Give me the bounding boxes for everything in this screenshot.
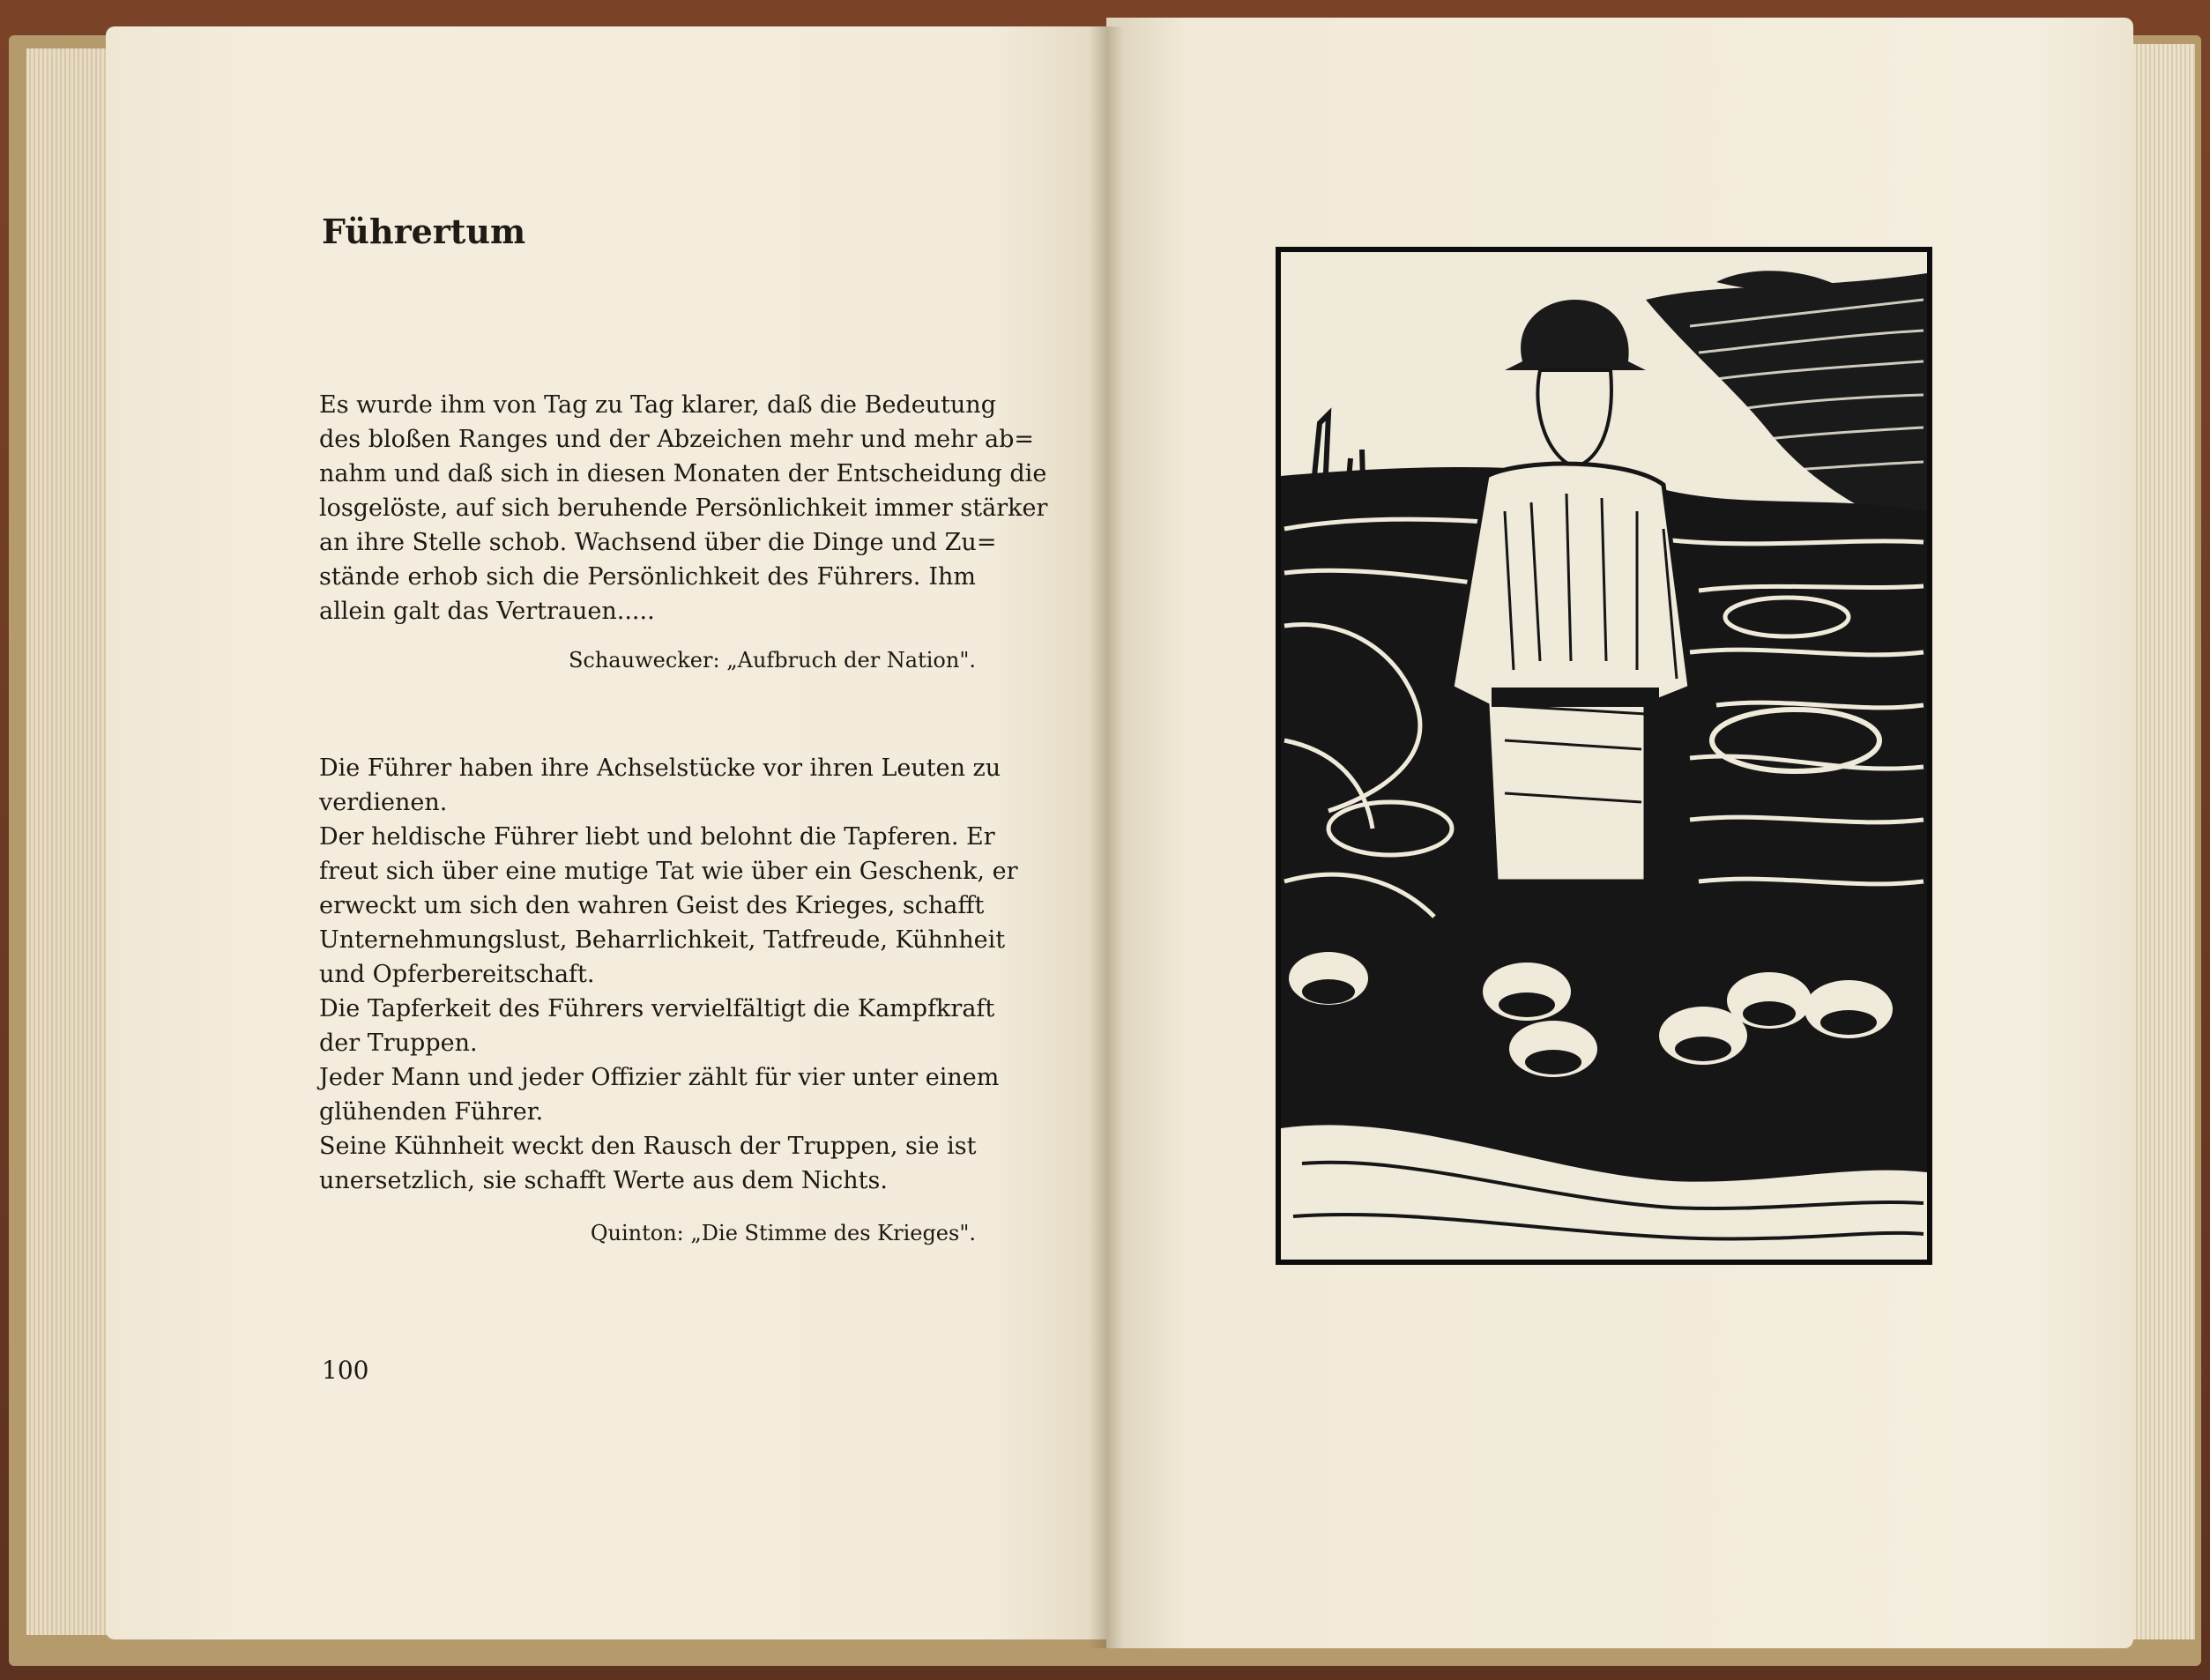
passage-one <box>319 388 1048 628</box>
passage-line: Jeder Mann und jeder Offizier zählt für vier unter einem <box>319 1064 1000 1091</box>
attribution-quinton: Quinton: „Die Stimme des Krieges". <box>590 1221 976 1245</box>
passage-line: stände erhob sich die Persönlichkeit des Führers. Ihm <box>319 563 976 591</box>
passage-line: und Opferbereitschaft. <box>319 961 595 988</box>
passage-line: Seine Kühnheit weckt den Rausch der Truppen, sie ist <box>319 1133 977 1160</box>
passage-line: Unternehmungslust, Beharrlichkeit, Tatfreude, Kühnheit <box>319 926 1006 954</box>
passage-line: Es wurde ihm von Tag zu Tag klarer, daß die Bedeutung <box>319 391 996 419</box>
chapter-title: Führertum <box>322 212 526 251</box>
passage-line: Der heldische Führer liebt und belohnt die Tapferen. Er <box>319 823 995 851</box>
woodcut-soldier-standing-over-trench-icon <box>1276 247 1932 1265</box>
passage-two <box>319 751 1018 1198</box>
passage-line: der Truppen. <box>319 1030 478 1057</box>
book-gutter <box>1089 26 1124 1648</box>
passage-line: Die Tapferkeit des Führers vervielfältigt die Kampfkraft <box>319 995 995 1022</box>
passage-line: des bloßen Ranges und der Abzeichen mehr und mehr ab= <box>319 426 1035 453</box>
passage-line: erweckt um sich den wahren Geist des Krieges, schafft <box>319 892 985 919</box>
passage-line: verdienen. <box>319 789 448 816</box>
passage-line: freut sich über eine mutige Tat wie über ein Geschenk, er <box>319 858 1018 885</box>
attribution-schauwecker: Schauwecker: „Aufbruch der Nation". <box>568 648 976 673</box>
passage-line: glühenden Führer. <box>319 1098 544 1126</box>
passage-line: nahm und daß sich in diesen Monaten der Entscheidung die <box>319 460 1047 487</box>
passage-line: allein galt das Vertrauen..... <box>319 598 655 625</box>
passage-line: an ihre Stelle schob. Wachsend über die Dinge und Zu= <box>319 529 997 556</box>
passage-line: Die Führer haben ihre Achselstücke vor ihren Leuten zu <box>319 755 1001 782</box>
passage-line: losgelöste, auf sich beruhende Persönlichkeit immer stärker <box>319 494 1048 522</box>
page-number: 100 <box>322 1356 369 1385</box>
passage-line: unersetzlich, sie schafft Werte aus dem Nichts. <box>319 1167 888 1194</box>
